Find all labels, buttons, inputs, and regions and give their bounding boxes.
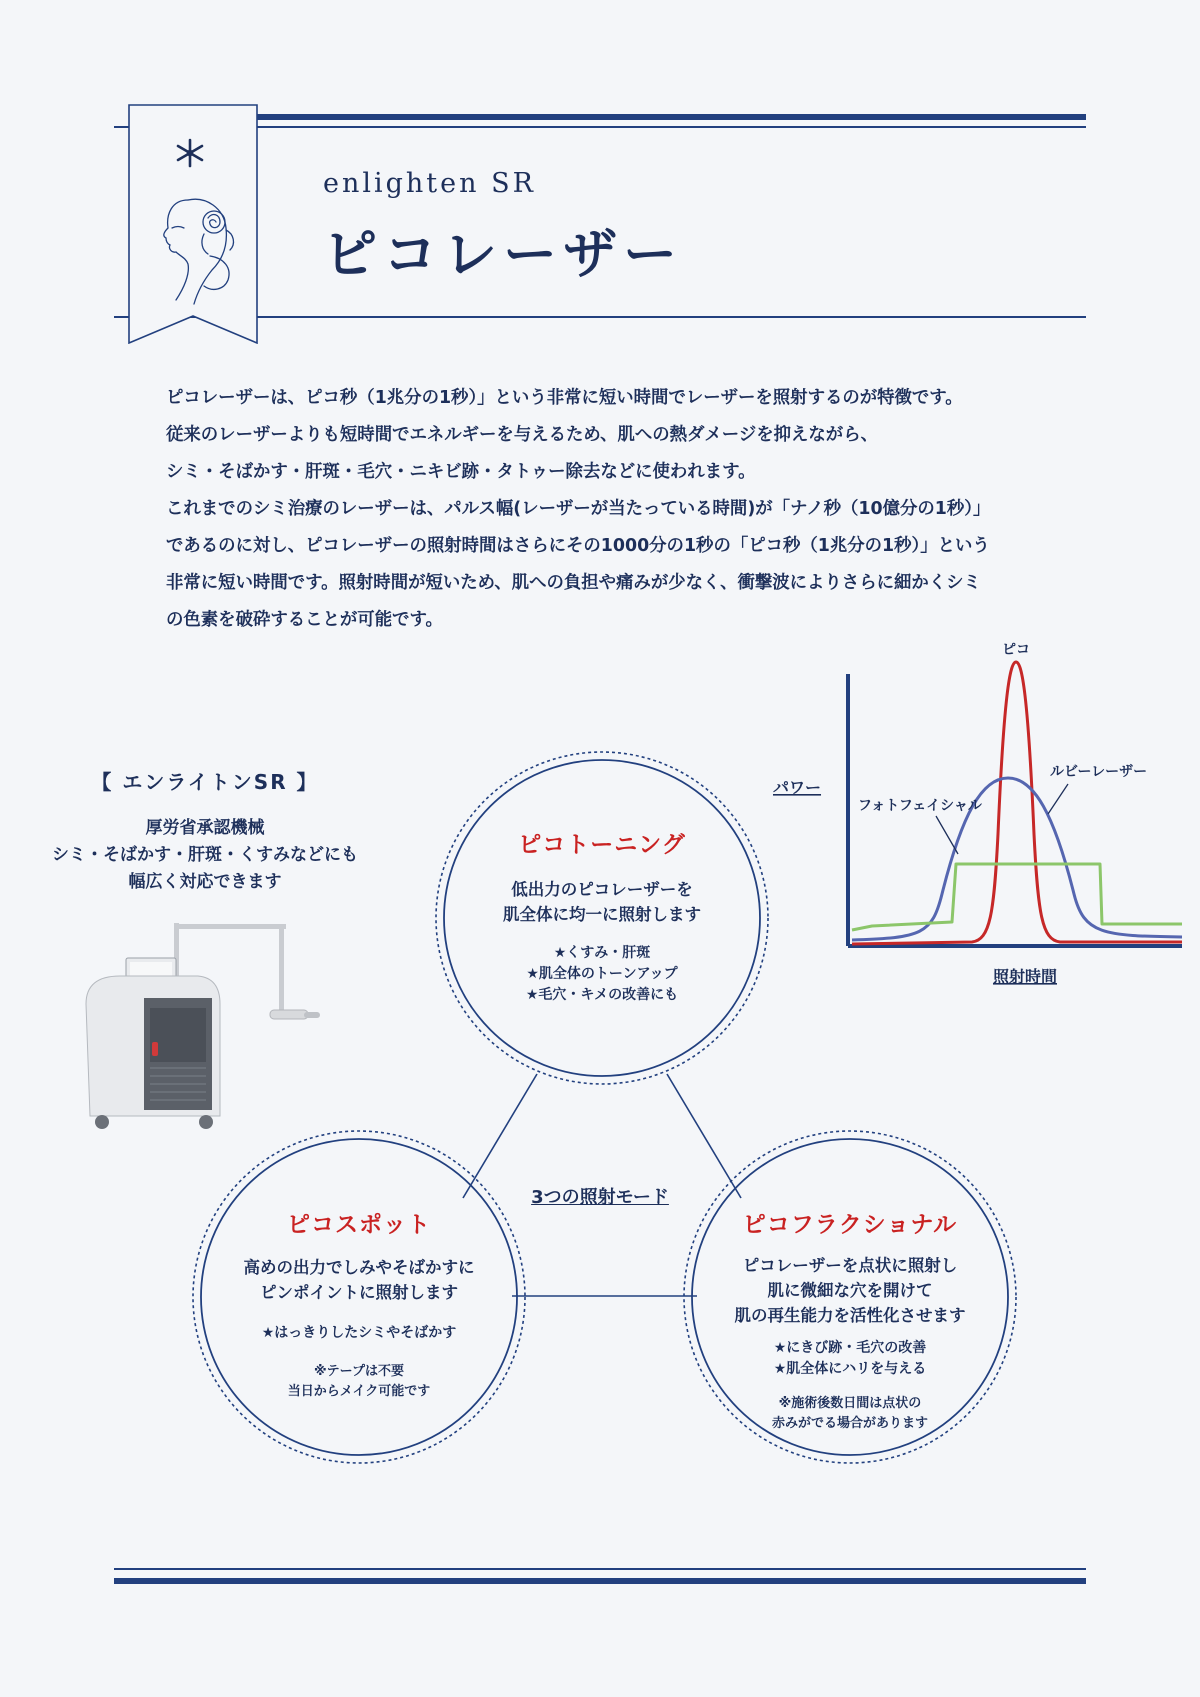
mode-point: ★にきび跡・毛穴の改善 — [773, 1340, 927, 1356]
intro-line: 非常に短い時間です。照射時間が短いため、肌への負担や痛みが少なく、衝撃波によりさらに細かくシミ — [166, 573, 981, 593]
mode-desc: 肌に微細な穴を開けて — [767, 1281, 933, 1300]
mode-fractional — [695, 1206, 1005, 1434]
mode-toning — [452, 826, 752, 1006]
modes-label: 3つの照射モード — [531, 1187, 669, 1208]
mode-note: ※テープは不要 — [314, 1364, 404, 1379]
machine-line: 幅広く対応できます — [128, 872, 282, 892]
mode-desc: 低出力のピコレーザーを — [511, 880, 693, 899]
mode-desc: 肌全体に均一に照射します — [503, 905, 701, 924]
mode-point: ★くすみ・肝斑 — [553, 945, 651, 961]
mode-note: 赤みがでる場合があります — [771, 1416, 928, 1431]
mode-desc: 高めの出力でしみやそばかすに — [243, 1258, 475, 1277]
mode-name: ピコトーニング — [518, 832, 686, 858]
mode-desc: 肌の再生能力を活性化させます — [734, 1306, 966, 1325]
mode-spot — [209, 1206, 509, 1402]
bottom-rule-thin — [114, 1568, 1086, 1570]
mode-point: ★肌全体にハリを与える — [773, 1361, 927, 1377]
bottom-rule-thick — [114, 1578, 1086, 1584]
intro-line: の色素を破砕することが可能です。 — [166, 610, 443, 630]
mode-point: ★はっきりしたシミやそばかす — [261, 1325, 457, 1341]
mode-point: ★毛穴・キメの改善にも — [525, 987, 679, 1003]
mode-point: ★肌全体のトーンアップ — [526, 966, 678, 982]
mode-name: ピコフラクショナル — [742, 1212, 958, 1238]
mode-note: ※施術後数日間は点状の — [778, 1396, 922, 1411]
mode-name: ピコスポット — [287, 1212, 431, 1238]
mode-desc: ピコレーザーを点状に照射し — [742, 1256, 958, 1275]
machine-line: 厚労省承認機械 — [145, 818, 265, 838]
page-title: ピコレーザー — [323, 223, 683, 286]
chart-label-photofacial: フォトフェイシャル — [858, 798, 982, 814]
machine-line: シミ・そばかす・肝斑・くすみなどにも — [52, 845, 358, 865]
mode-note: 当日からメイク可能です — [287, 1384, 431, 1399]
chart-ylabel: パワー — [773, 778, 822, 797]
subtitle: enlighten SR — [323, 168, 536, 199]
chart-label-ruby: ルビーレーザー — [1050, 764, 1148, 780]
chart-xlabel: 照射時間 — [992, 967, 1058, 986]
mode-desc: ピンポイントに照射します — [260, 1283, 458, 1302]
chart-label-pico: ピコ — [1002, 642, 1030, 658]
intro-line: ピコレーザーは、ピコ秒（1兆分の1秒）」という非常に短い時間でレーザーを照射するのが特徴です。 — [166, 388, 963, 408]
intro-line: であるのに対し、ピコレーザーの照射時間はさらにその1000分の1秒の「ピコ秒（1兆分の1秒）」という — [166, 536, 990, 556]
intro-line: シミ・そばかす・肝斑・毛穴・ニキビ跡・タトゥー除去などに使われます。 — [166, 462, 756, 482]
machine-title: 【 エンライトンSR 】 — [91, 770, 319, 794]
intro-line: 従来のレーザーよりも短時間でエネルギーを与えるため、肌への熱ダメージを抑えながら、 — [166, 425, 878, 445]
intro-line: これまでのシミ治療のレーザーは、パルス幅(レーザーが当たっている時間)が「ナノ秒（10億分の1秒）」 — [166, 499, 991, 519]
